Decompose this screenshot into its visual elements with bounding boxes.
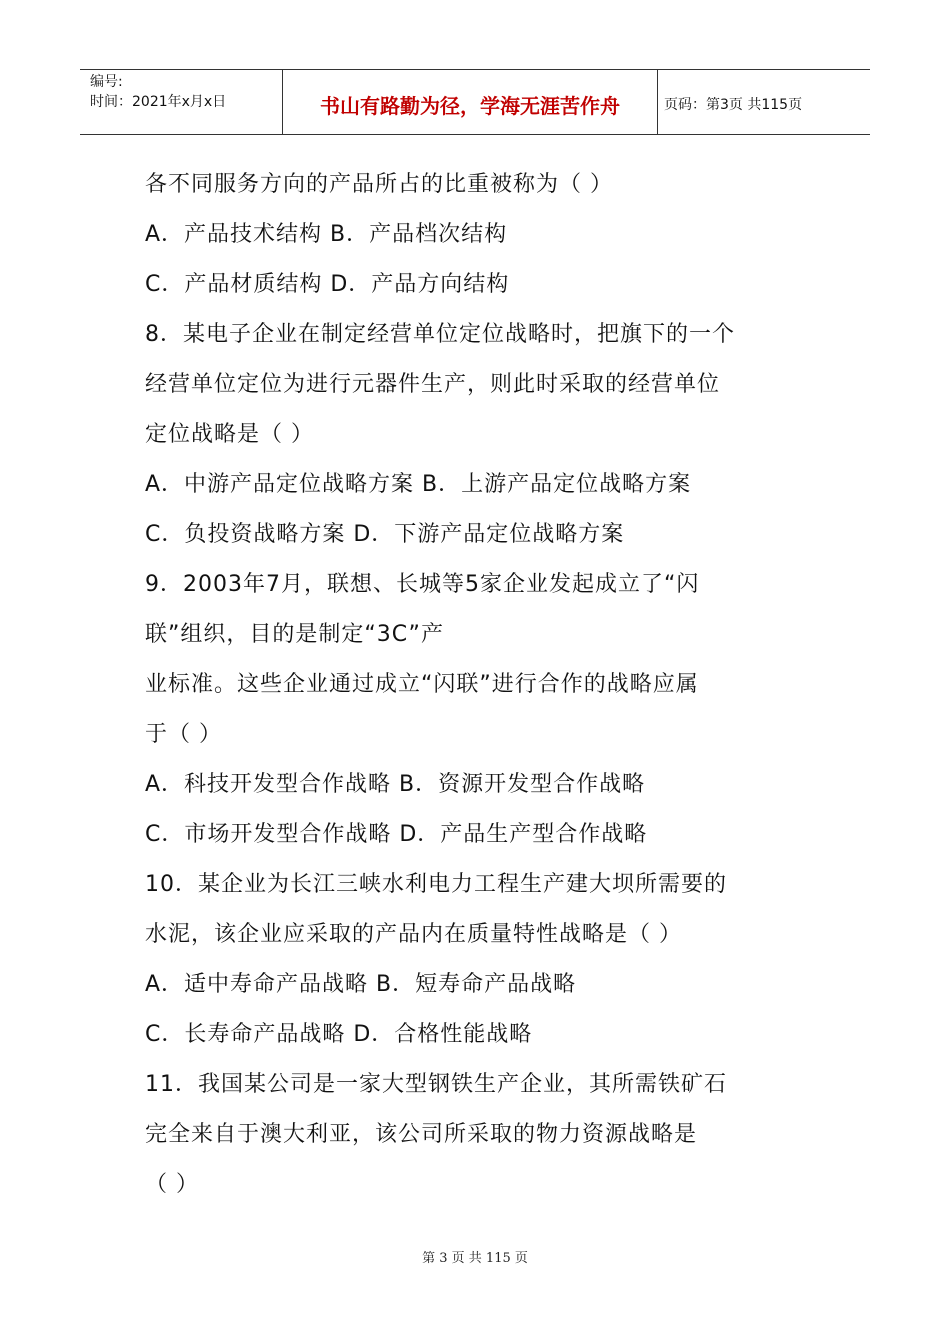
text-line: 10．某企业为长江三峡水利电力工程生产建大坝所需要的 <box>145 872 727 897</box>
text-line: A．科技开发型合作战略 B．资源开发型合作战略 <box>145 772 646 797</box>
text-line: 11．我国某公司是一家大型钢铁生产企业，其所需铁矿石 <box>145 1072 727 1097</box>
text-line: A．产品技术结构 B．产品档次结构 <box>145 222 508 247</box>
text-line: （ ） <box>145 1172 199 1197</box>
page-footer: 第 3 页 共 115 页 <box>422 1251 528 1266</box>
document-body <box>145 160 810 1210</box>
text-line: 8．某电子企业在制定经营单位定位战略时，把旗下的一个 <box>145 322 735 347</box>
number-label: 编号: <box>90 74 123 90</box>
text-line: C．长寿命产品战略 D．合格性能战略 <box>145 1022 533 1047</box>
text-line: A．中游产品定位战略方案 B．上游产品定位战略方案 <box>145 472 692 497</box>
text-line: C．产品材质结构 D．产品方向结构 <box>145 272 510 297</box>
text-line: 完全来自于澳大利亚，该公司所采取的物力资源战略是 <box>145 1122 698 1147</box>
header-motto: 书山有路勤为径，学海无涯苦作舟 <box>282 70 658 134</box>
text-line: C．市场开发型合作战略 D．产品生产型合作战略 <box>145 822 648 847</box>
time-label: 时间：2021年x月x日 <box>90 94 227 110</box>
text-line: C．负投资战略方案 D．下游产品定位战略方案 <box>145 522 625 547</box>
page-header <box>80 69 870 135</box>
header-meta <box>80 70 282 134</box>
text-line: A．适中寿命产品战略 B．短寿命产品战略 <box>145 972 577 997</box>
text-line: 水泥，该企业应采取的产品内在质量特性战略是（ ） <box>145 922 682 947</box>
text-line: 业标准。这些企业通过成立“闪联”进行合作的战略应属 <box>145 672 699 697</box>
text-line: 于（ ） <box>145 722 222 747</box>
text-line: 定位战略是（ ） <box>145 422 314 447</box>
text-line: 9．2003年7月，联想、长城等5家企业发起成立了“闪 <box>145 572 700 597</box>
text-line: 经营单位定位为进行元器件生产，则此时采取的经营单位 <box>145 372 721 397</box>
header-page-info: 页码：第3页 共115页 <box>664 97 803 113</box>
text-line: 各不同服务方向的产品所占的比重被称为（ ） <box>145 172 613 197</box>
text-line: 联”组织，目的是制定“3C”产 <box>145 622 444 647</box>
